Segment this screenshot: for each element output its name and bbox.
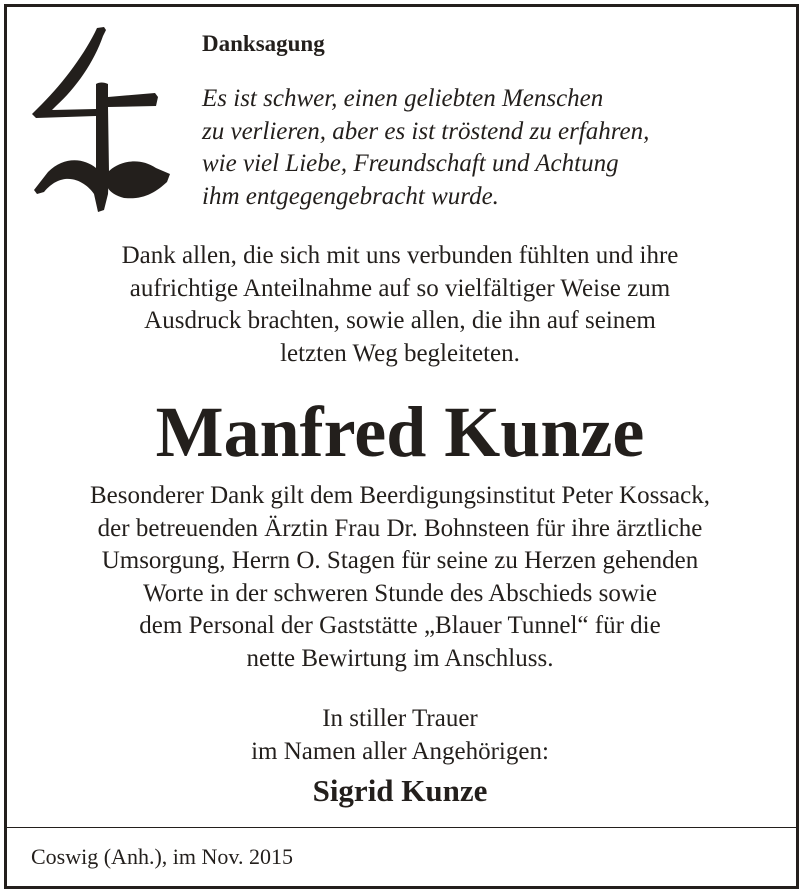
special-thanks-line: Umsorgung, Herrn O. Stagen für seine zu Herzen gehenden bbox=[101, 547, 699, 574]
thanks-line: Dank allen, die sich mit uns verbunden fühlten und ihre bbox=[121, 242, 679, 269]
life-rune-icon bbox=[24, 22, 174, 217]
place-date: Coswig (Anh.), im Nov. 2015 bbox=[31, 844, 293, 869]
thanks-paragraph bbox=[0, 240, 800, 370]
thanks-line: letzten Weg begleiteten. bbox=[280, 339, 520, 367]
special-thanks-line: dem Personal der Gaststätte „Blauer Tunnel“ für die bbox=[139, 612, 661, 639]
thanks-line: Ausdruck brachten, sowie allen, die ihn auf seinem bbox=[144, 307, 656, 334]
signoff-line: In stiller Trauer bbox=[322, 705, 478, 732]
special-thanks-line: der betreuenden Ärztin Frau Dr. Bohnsteen für ihre ärztliche bbox=[97, 514, 703, 542]
poem-line: zu verlieren, aber es ist tröstend zu erfahren, bbox=[202, 117, 650, 145]
signoff bbox=[0, 703, 800, 768]
signoff-line: im Namen aller Angehörigen: bbox=[251, 737, 549, 765]
deceased-name: Manfred Kunze bbox=[155, 392, 645, 472]
special-thanks-line: Worte in der schweren Stunde des Abschieds sowie bbox=[143, 579, 657, 607]
special-thanks-line: nette Bewirtung im Anschluss. bbox=[246, 644, 554, 672]
footer-divider bbox=[7, 827, 796, 828]
poem-line: ihm entgegengebracht wurde. bbox=[202, 182, 499, 210]
poem-line: Es ist schwer, einen geliebten Menschen bbox=[202, 85, 604, 112]
special-thanks-paragraph bbox=[0, 480, 800, 675]
thanks-line: aufrichtige Anteilnahme auf so vielfältiger Weise zum bbox=[129, 274, 671, 302]
special-thanks-line: Besonderer Dank gilt dem Beerdigungsinstitut Peter Kossack, bbox=[89, 482, 711, 509]
signer-name: Sigrid Kunze bbox=[312, 773, 488, 808]
poem-line: wie viel Liebe, Freundschaft und Achtung bbox=[202, 150, 619, 177]
poem bbox=[202, 83, 649, 213]
notice-heading: Danksagung bbox=[202, 31, 325, 56]
